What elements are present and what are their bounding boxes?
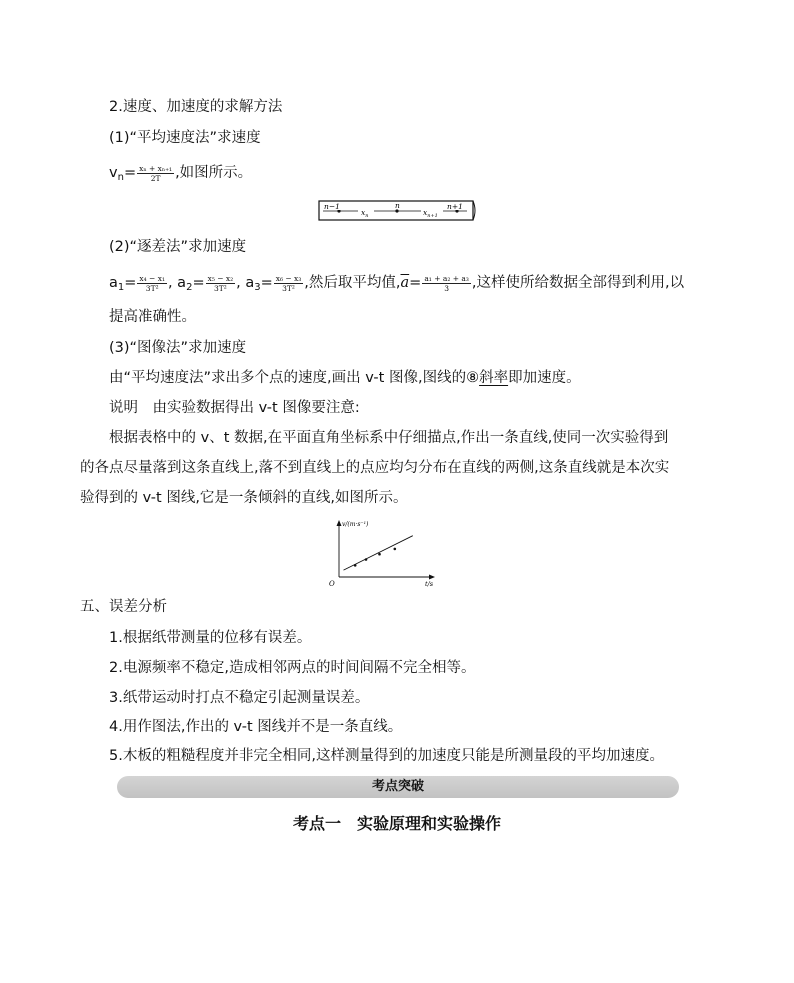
tape-label-mid: n — [395, 201, 400, 210]
fraction-numerator: x₅ − x₂ — [207, 273, 234, 283]
error-item: 2.电源频率不稳定,造成相邻两点的时间间隔不完全相等。 — [109, 660, 476, 676]
error-item: 3.纸带运动时打点不稳定引起测量误差。 — [109, 690, 370, 706]
answer-slope: 斜率 — [479, 370, 509, 386]
data-point — [378, 553, 381, 556]
y-axis-arrow — [337, 520, 342, 526]
paper-tape-diagram — [317, 198, 477, 224]
error-item: 4.用作图法,作出的 v-t 图线并不是一条直线。 — [109, 719, 403, 735]
paragraph-line-2: 的各点尽量落到这条直线上,落不到直线上的点应均匀分布在直线的两侧,这条直线就是本次实 — [80, 460, 670, 476]
a1-subscript: 1 — [117, 282, 125, 293]
error-item: 1.根据纸带测量的位移有误差。 — [109, 630, 312, 646]
a3-subscript: 3 — [254, 282, 261, 293]
tape-label-right: n+1 — [447, 202, 463, 211]
paragraph-line-1: 根据表格中的 v、t 数据,在平面直角坐标系中仔细描点,作出一条直线,使同一次实验得到 — [109, 430, 669, 446]
a1-symbol: a — [109, 275, 118, 291]
fit-line — [344, 536, 413, 570]
graph-method-line — [109, 368, 581, 388]
a3-fraction — [274, 274, 304, 293]
method-heading: 2.速度、加速度的求解方法 — [109, 99, 283, 115]
fraction-numerator: xₙ + xₙ₊₁ — [139, 163, 173, 173]
x-axis-arrow — [429, 575, 435, 580]
succ-diff-line2: 提高准确性。 — [109, 309, 196, 325]
tape-label-x1: $x_n$ — [361, 208, 369, 219]
data-point — [394, 548, 397, 551]
avg-velocity-formula — [109, 163, 252, 188]
a3-symbol: a — [245, 275, 255, 291]
fraction-numerator: x₄ − x₁ — [139, 273, 165, 283]
y-axis-label: v/(m·s⁻¹) — [342, 521, 369, 528]
v-t-graph — [325, 518, 440, 590]
section-title: 考点一 实验原理和实验操作 — [292, 814, 501, 833]
fraction-numerator: a₁ + a₂ + a₃ — [424, 273, 469, 283]
a2-subscript: 2 — [186, 282, 193, 293]
v-subscript: n — [117, 172, 124, 183]
note-line: 说明 由实验数据得出 v-t 图像要注意: — [109, 400, 360, 416]
data-point — [354, 564, 357, 567]
a-bar-symbol: $\overline{a}$ — [400, 275, 410, 291]
error-item: 5.木板的粗糙程度并非完全相同,这样测量得到的加速度只能是所测量段的平均加速度。 — [109, 748, 664, 764]
data-point — [365, 558, 368, 561]
separator: , — [167, 275, 173, 291]
succ-diff-formula: $a_1=$ $\frac{\text{x₄ − x₁}}{\text{3T²}}$ , $a_2=$ $\frac{\text{x₅ − x₂}}{\text{3T²}}$ , $a_3=$ $\frac{\text{x₆ − x₃}}{\text{3T²}}$ ,然后取平均值$,\overline{a}=$ $\frac{\text{a₁ + a₂ + a₃}}{3}$ ,这样使所给数据全部得到利用,以 — [109, 273, 685, 293]
succ-diff-tail: ,这样使所给数据全部得到利用,以 — [471, 275, 685, 291]
graph-method-text-end: 即加速度。 — [508, 370, 581, 386]
fraction-denominator: 2T — [150, 173, 161, 183]
a2-symbol: a — [177, 275, 187, 291]
fraction-numerator: x₆ − x₃ — [275, 273, 302, 283]
fraction-denominator: 3 — [444, 283, 449, 293]
average-fraction — [422, 274, 471, 293]
section-banner: 考点突破 — [117, 776, 679, 798]
paragraph-line-3: 验得到的 v-t 图线,它是一条倾斜的直线,如图所示。 — [80, 490, 408, 506]
succ-diff-mid-text: ,然后取平均值, — [304, 275, 401, 291]
separator: , — [236, 275, 241, 291]
tape-label-left: n−1 — [324, 202, 340, 211]
a1-fraction — [137, 274, 167, 293]
avg-velocity-suffix: ,如图所示。 — [175, 165, 253, 181]
error-heading: 五、误差分析 — [80, 599, 167, 615]
a2-fraction — [206, 274, 236, 293]
x-axis-label: t/s — [425, 580, 434, 588]
graph-method-text: 由“平均速度法”求出多个点的速度,画出 v-t 图像,图线的⑧ — [109, 370, 480, 386]
equals-sign: = — [123, 165, 137, 181]
avg-velocity-title: (1)“平均速度法”求速度 — [109, 130, 261, 146]
fraction-denominator: 3T² — [213, 283, 227, 293]
tape-label-x2: $x_{n+1}$ — [423, 208, 438, 219]
avg-velocity-fraction — [137, 164, 174, 183]
origin-label: O — [329, 580, 335, 588]
v-symbol: v — [109, 165, 118, 181]
fraction-denominator: 3T² — [282, 283, 295, 293]
succ-diff-title: (2)“逐差法”求加速度 — [109, 239, 247, 255]
fraction-denominator: 3T² — [145, 283, 159, 293]
graph-method-title: (3)“图像法”求加速度 — [109, 340, 247, 356]
